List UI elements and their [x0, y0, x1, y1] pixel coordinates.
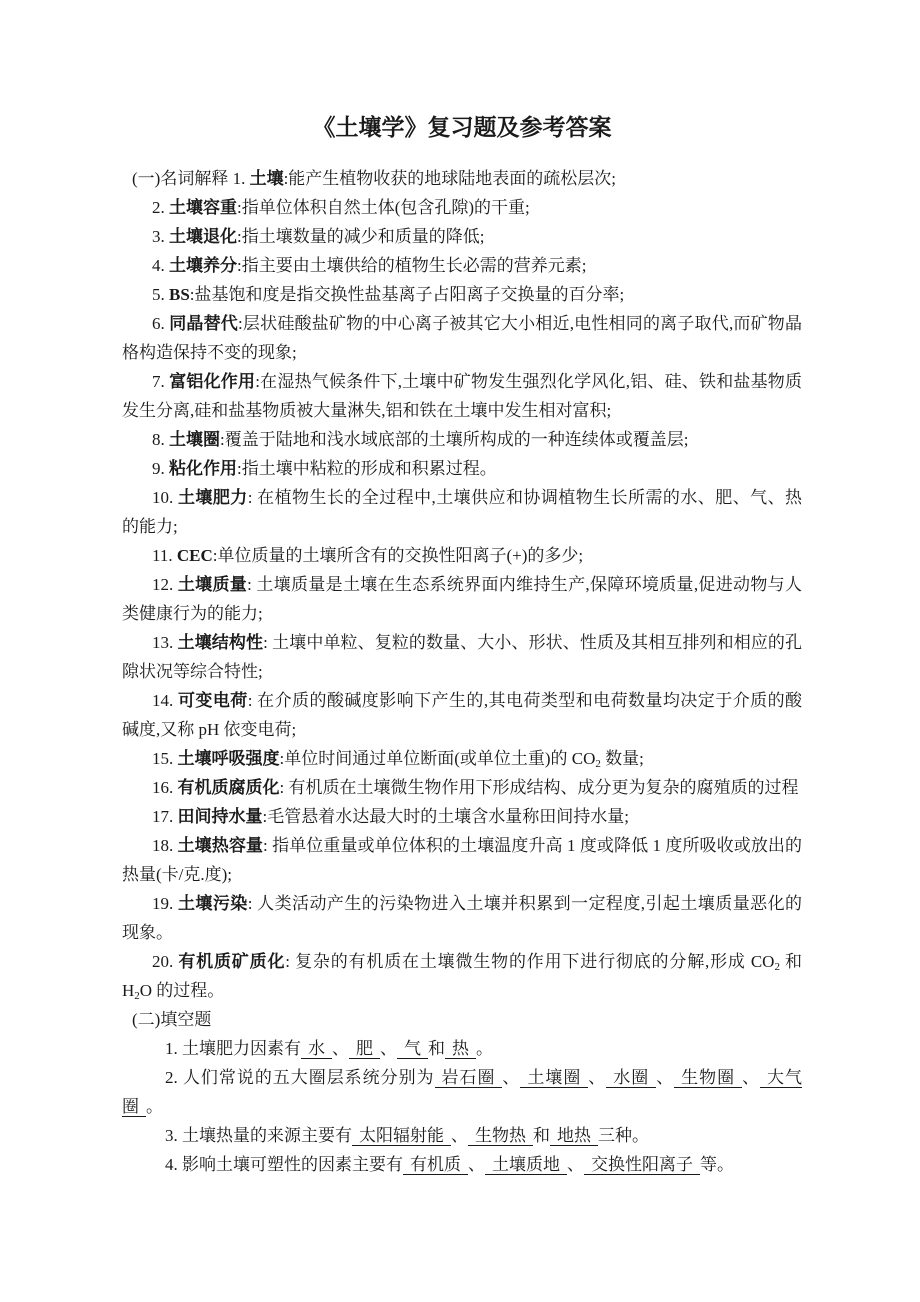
fill-blank-item [122, 1034, 802, 1063]
definition-item [122, 280, 802, 309]
text-run: : 在介质的酸碱度影响下产生的,其电荷类型和电荷数量均决定于介质的酸碱度,又称 pH 依变电荷; [122, 691, 803, 739]
term-bold: 土壤退化 [169, 227, 237, 246]
definition-item [122, 773, 802, 802]
term-bold: 土壤呼吸强度 [177, 749, 280, 768]
text-run: : 在植物生长的全过程中,土壤供应和协调植物生长所需的水、肥、气、热的能力; [122, 488, 803, 536]
term-bold: 土壤肥力 [177, 488, 248, 507]
blank-answer: 土壤质地 [485, 1155, 567, 1175]
term-bold: 粘化作用 [169, 459, 237, 478]
subscript: 2 [774, 961, 780, 973]
term-bold: 土壤热容量 [177, 836, 264, 855]
text-run: :指土壤数量的减少和质量的降低; [237, 227, 485, 246]
blank-answer: 肥 [349, 1039, 380, 1059]
text-run: 11. [152, 546, 177, 565]
section2-heading: (二)填空题 [132, 1010, 212, 1029]
definition-item [122, 541, 802, 570]
text-run: : 有机质在土壤微生物作用下形成结构、成分更为复杂的腐殖质的过程 [279, 778, 799, 797]
page-title: 《土壤学》复习题及参考答案 [312, 115, 612, 140]
text-run: 、 [332, 1039, 349, 1058]
text-run: 15. [152, 749, 178, 768]
term-bold: 可变电荷 [177, 691, 248, 710]
text-run: :在湿热气候条件下,土壤中矿物发生强烈化学风化,铝、硅、铁和盐基物质发生分离,硅和盐基物质被大量淋失,铝和铁在土壤中发生相对富积; [122, 372, 802, 420]
text-run: 、 [588, 1068, 607, 1087]
text-run: 12. [152, 575, 178, 594]
definition-item [122, 309, 802, 367]
term-bold: 土壤质量 [177, 575, 248, 594]
text-run: 2. [152, 198, 169, 217]
term-bold: 有机质腐质化 [177, 778, 280, 797]
blank-answer: 气 [397, 1039, 428, 1059]
text-run: 3. [152, 227, 169, 246]
term-bold: 同晶替代 [169, 314, 238, 333]
text-run: 16. [152, 778, 178, 797]
blank-answer: 水圈 [606, 1068, 656, 1088]
text-run: :盐基饱和度是指交换性盐基离子占阳离子交换量的百分率; [189, 285, 625, 304]
subscript: 2 [134, 990, 140, 1002]
term-bold: 土壤圈 [169, 430, 220, 449]
term-bold: 田间持水量 [177, 807, 263, 826]
term-bold: CEC [176, 546, 213, 565]
text-run: O 的过程。 [139, 981, 225, 1000]
term-bold: 土壤养分 [169, 256, 237, 275]
text-run: 、 [502, 1068, 521, 1087]
text-run: 19. [152, 894, 178, 913]
definition-item [122, 222, 802, 251]
blank-answer: 太阳辐射能 [352, 1126, 451, 1146]
text-run: 4. [152, 256, 169, 275]
text-run: 20. [152, 952, 179, 971]
text-run: 8. [152, 430, 169, 449]
text-run: : 复杂的有机质在土壤微生物的作用下进行彻底的分解,形成 CO [285, 952, 775, 971]
blank-answer: 热 [445, 1039, 476, 1059]
term-bold: 富铝化作用 [169, 372, 256, 391]
blank-answer: 生物热 [468, 1126, 533, 1146]
text-run: 和 H [122, 952, 803, 1000]
text-run: :指主要由土壤供给的植物生长必需的营养元素; [237, 256, 587, 275]
text-run: :层状硅酸盐矿物的中心离子被其它大小相近,电性相同的离子取代,而矿物晶格构造保持不变的现象; [122, 314, 802, 362]
text-run: 6. [152, 314, 170, 333]
definition-item [122, 483, 802, 541]
text-run: 、 [656, 1068, 675, 1087]
definition-item [122, 744, 802, 773]
term-bold: 有机质矿质化 [178, 952, 286, 971]
text-run: : 人类活动产生的污染物进入土壤并积累到一定程度,引起土壤质量恶化的现象。 [122, 894, 803, 942]
definition-item [122, 164, 802, 193]
term-bold: BS [169, 285, 190, 304]
definition-item [122, 889, 802, 947]
text-run: 、 [567, 1155, 584, 1174]
text-run: 18. [152, 836, 178, 855]
text-run: :指土壤中粘粒的形成和积累过程。 [237, 459, 497, 478]
text-run: 14. [152, 691, 178, 710]
text-run: 9. [152, 459, 169, 478]
text-run: 、 [468, 1155, 485, 1174]
text-run: 。 [146, 1097, 163, 1116]
section-definitions [122, 164, 802, 1005]
text-run: 2. 人们常说的五大圈层系统分别为 [165, 1068, 435, 1087]
blank-answer: 水 [301, 1039, 332, 1059]
term-bold: 土壤污染 [177, 894, 248, 913]
definition-item [122, 628, 802, 686]
text-run: :单位时间通过单位断面(或单位土重)的 CO [279, 749, 596, 768]
text-run: :毛管悬着水达最大时的土壤含水量称田间持水量; [262, 807, 629, 826]
fill-blank-item [122, 1150, 802, 1179]
text-run: 17. [152, 807, 178, 826]
definition-item [122, 251, 802, 280]
text-run: : 土壤中单粒、复粒的数量、大小、形状、性质及其相互排列和相应的孔隙状况等综合特性; [122, 633, 803, 681]
text-run: :能产生植物收获的地球陆地表面的疏松层次; [283, 169, 617, 188]
text-run: 7. [152, 372, 170, 391]
blank-answer: 岩石圈 [435, 1068, 503, 1088]
section-fill-blanks [122, 1034, 802, 1179]
text-run: 数量; [600, 749, 644, 768]
blank-answer: 土壤圈 [520, 1068, 588, 1088]
text-run: 、 [380, 1039, 397, 1058]
definition-item [122, 570, 802, 628]
text-run: 3. 土壤热量的来源主要有 [165, 1126, 352, 1145]
text-run: 、 [742, 1068, 761, 1087]
text-run: :指单位体积自然土体(包含孔隙)的干重; [237, 198, 530, 217]
blank-answer: 大气圈 [122, 1068, 803, 1116]
subscript: 2 [595, 758, 601, 770]
text-run: 和 [428, 1039, 445, 1058]
text-run: : 指单位重量或单位体积的土壤温度升高 1 度或降低 1 度所吸收或放出的热量(卡/克.度); [122, 836, 802, 884]
text-run: :单位质量的土壤所含有的交换性阳离子(+)的多少; [212, 546, 584, 565]
definition-item [122, 193, 802, 222]
text-run: 1. 土壤肥力因素有 [165, 1039, 301, 1058]
definition-item [122, 802, 802, 831]
fill-blank-item [122, 1063, 802, 1121]
text-run: 13. [152, 633, 178, 652]
text-run: 1. [232, 169, 250, 188]
term-bold: 土壤容重 [169, 198, 237, 217]
text-run: 三种。 [598, 1126, 649, 1145]
text-run: 10. [152, 488, 178, 507]
blank-answer: 有机质 [403, 1155, 468, 1175]
definition-item [122, 831, 802, 889]
term-bold: 土壤 [249, 169, 284, 188]
text-run: 等。 [700, 1155, 734, 1174]
text-run: 和 [533, 1126, 550, 1145]
term-bold: 土壤结构性 [177, 633, 264, 652]
text-run: 5. [152, 285, 169, 304]
section1-heading: (一)名词解释 [132, 169, 229, 188]
definition-item [122, 686, 802, 744]
definition-item [122, 454, 802, 483]
fill-blank-item [122, 1121, 802, 1150]
text-run: 。 [476, 1039, 493, 1058]
text-run: :覆盖于陆地和浅水域底部的土壤所构成的一种连续体或覆盖层; [220, 430, 689, 449]
definition-item [122, 425, 802, 454]
text-run: 、 [451, 1126, 468, 1145]
blank-answer: 交换性阳离子 [584, 1155, 700, 1175]
definition-item [122, 367, 802, 425]
text-run: : 土壤质量是土壤在生态系统界面内维持生产,保障环境质量,促进动物与人类健康行为的能力; [122, 575, 803, 623]
text-run: 4. 影响土壤可塑性的因素主要有 [165, 1155, 403, 1174]
definition-item [122, 947, 802, 1005]
blank-answer: 地热 [550, 1126, 598, 1146]
blank-answer: 生物圈 [674, 1068, 742, 1088]
